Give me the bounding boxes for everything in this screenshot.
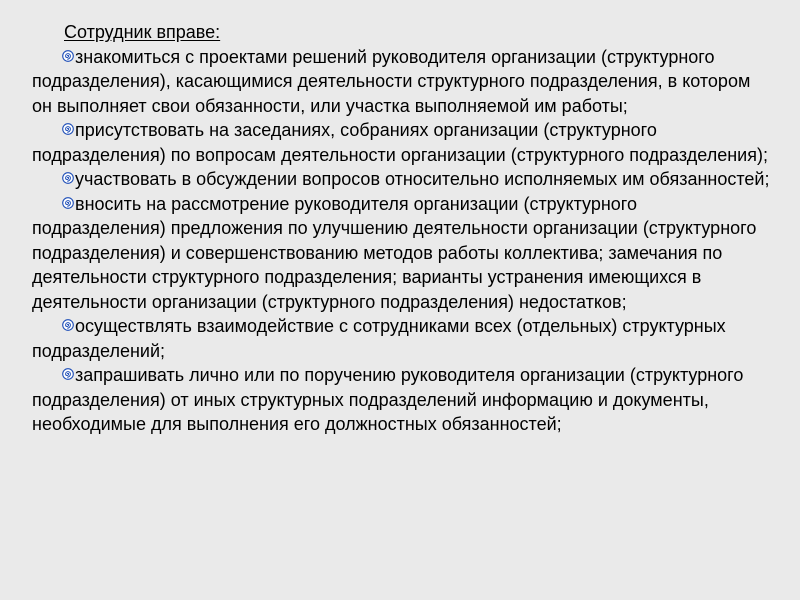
- list-item-text: запрашивать лично или по поручению руководителя организации (структурного подразделения) от иных структурных подразделений информацию и документы, необходимые для выполнения его должностных обязанностей;: [32, 365, 744, 434]
- swirl-bullet-icon: [62, 368, 74, 380]
- list-item: [32, 192, 772, 315]
- list-item-text: участвовать в обсуждении вопросов относительно исполняемых им обязанностей;: [75, 169, 770, 189]
- swirl-bullet-icon: [62, 319, 74, 331]
- list-item: [32, 167, 772, 192]
- list-item: [32, 45, 772, 119]
- list-item: [32, 363, 772, 437]
- list-item-text: осуществлять взаимодействие с сотрудниками всех (отдельных) структурных подразделений;: [32, 316, 726, 361]
- list-item: [32, 314, 772, 363]
- rights-list: [32, 45, 772, 437]
- slide-content: [32, 20, 772, 437]
- list-item: [32, 118, 772, 167]
- slide-heading: Сотрудник вправе:: [64, 22, 221, 42]
- swirl-bullet-icon: [62, 50, 74, 62]
- swirl-bullet-icon: [62, 172, 74, 184]
- swirl-bullet-icon: [62, 197, 74, 209]
- swirl-bullet-icon: [62, 123, 74, 135]
- list-item-text: знакомиться с проектами решений руководителя организации (структурного подразделения), касающимися деятельности структурного подразделения, в котором он выполняет свои обязанности, или участка выполняемой им работы;: [32, 46, 751, 116]
- list-item-text: вносить на рассмотрение руководителя организации (структурного подразделения) предложения по улучшению деятельности организации (структурного подразделения) и совершенствованию методов работы коллектива; замечания по деятельности структурного подразделения; варианты устранения имеющихся в деятельности организации (структурного подразделения) недостатков;: [32, 193, 757, 312]
- list-item-text: присутствовать на заседаниях, собраниях организации (структурного подразделения) по вопросам деятельности организации (структурного подразделения);: [32, 120, 768, 165]
